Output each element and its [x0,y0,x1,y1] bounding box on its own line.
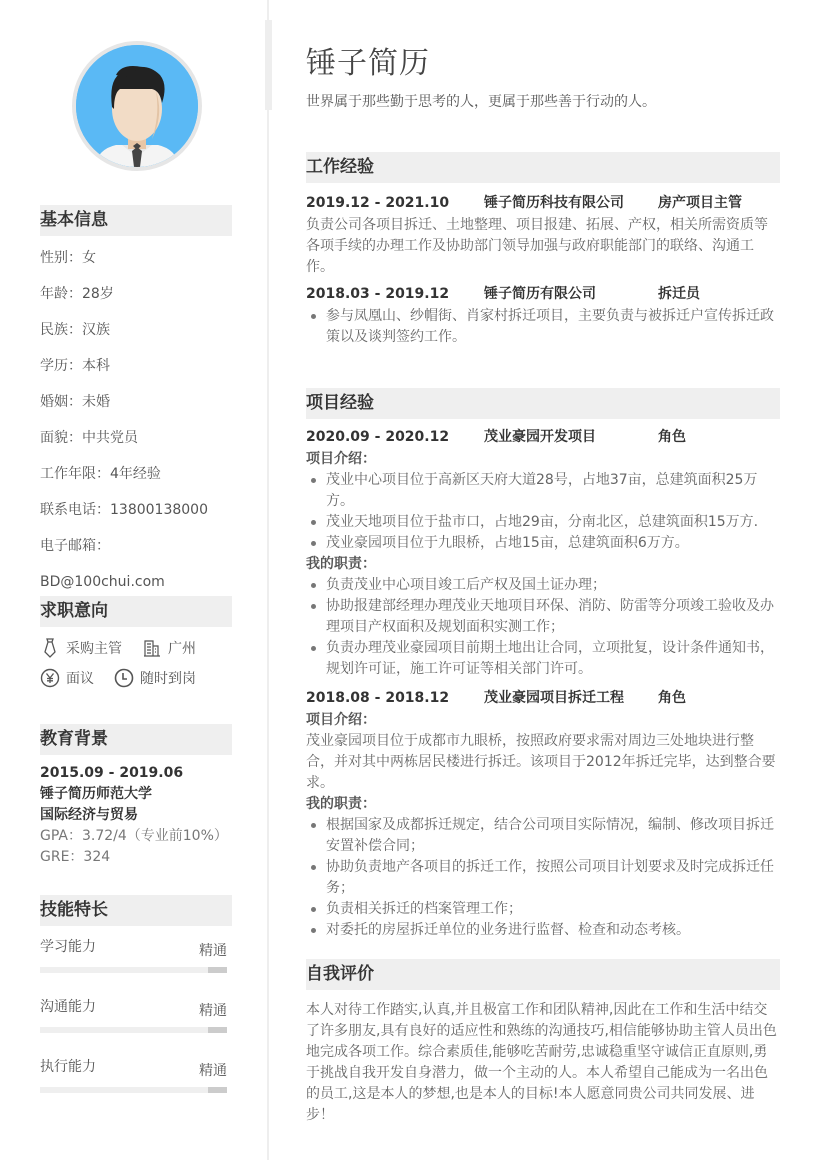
yen-icon [40,668,60,688]
intent-city [142,638,196,658]
skill-item [40,1056,232,1116]
section-title-work: 工作经验 [306,152,780,183]
avatar [72,41,202,171]
projects-section [306,388,780,941]
project-duty-bullet: 协助报建部经理办理茂业天地项目环保、消防、防雷等分项竣工验收及办理项目产权面积及规划面积实测工作； [306,596,780,638]
project-period: 2020.09 - 2020.12 [306,429,450,445]
person-avatar-icon [76,45,198,167]
project-role: 角色 [658,429,686,445]
work-role: 拆迁员 [658,286,700,302]
edu-gpa: GPA：3.72/4（专业前10%） [40,828,228,844]
project-intro-label: 项目介绍： [306,712,376,728]
education-section [40,724,232,868]
work-period: 2019.12 - 2021.10 [306,195,450,211]
project-duty-label: 我的职责： [306,796,376,812]
edu-major: 国际经济与贸易 [40,807,138,823]
skill-item [40,936,232,996]
project-duty-label: 我的职责： [306,556,376,572]
skills-section [40,895,232,1116]
info-phone[interactable]: 联系电话：13800138000 [40,502,208,518]
self-eval-text: 本人对待工作踏实,认真,并且极富工作和团队精神,因此在工作和生活中结交了许多朋友,具有良好的适应性和熟练的沟通技巧,相信能够协助主管人员出色地完成各项工作。综合素质佳,能够吃苦耐劳,忠诚稳重坚守诚信正直原则,勇于挑战自我开发自身潜力，做一个主动的人。本人希望自己能成为一名出色的员工,这是本人的梦想,也是本人的目标!本人愿意同贵公司共同发展、进步！ [306,1002,777,1123]
work-entry [306,191,780,278]
project-duty-bullet: 对委托的房屋拆迁单位的业务进行监督、检查和动态考核。 [306,920,780,941]
basic-info-section [40,205,232,590]
project-intro-label: 项目介绍： [306,451,376,467]
column-divider [267,0,269,1160]
skill-bar [40,967,227,973]
work-period: 2018.03 - 2019.12 [306,286,450,302]
edu-period: 2015.09 - 2019.06 [40,765,184,781]
skill-name: 学习能力 [40,939,96,955]
self-eval-section [306,959,780,1126]
skill-level: 精通 [199,1003,227,1019]
skill-level: 精通 [199,943,227,959]
tie-icon [40,638,60,658]
intent-salary [40,668,94,688]
project-intro-bullet: 茂业中心项目位于高新区天府大道28号，占地37亩，总建筑面积25万方。 [306,470,780,512]
project-period: 2018.08 - 2018.12 [306,690,450,706]
motto: 世界属于那些勤于思考的人，更属于那些善于行动的人。 [306,94,656,110]
project-duty-bullet: 负责办理茂业豪园项目前期土地出让合同，立项批复，设计条件通知书，规划许可证，施工许可证等相关部门许可。 [306,638,780,680]
project-name: 茂业豪园开发项目 [484,429,596,445]
skill-name: 执行能力 [40,1059,96,1075]
project-duty-bullet: 根据国家及成都拆迁规定，结合公司项目实际情况，编制、修改项目拆迁安置补偿合同； [306,815,780,857]
work-role: 房产项目主管 [658,195,742,211]
job-intent-section [40,596,232,693]
skill-bar-fill [208,1087,227,1093]
resume-title: 锤子简历 [306,46,430,81]
skill-bar [40,1087,227,1093]
work-desc: 负责公司各项目拆迁、土地整理、项目报建、拓展、产权，相关所需资质等各项手续的办理工作及协助部门领导加强与政府职能部门的联络、沟通工作。 [306,217,768,275]
project-role: 角色 [658,690,686,706]
edu-gre: GRE：324 [40,849,111,865]
work-company: 锤子简历科技有限公司 [484,195,624,211]
section-title-self-eval: 自我评价 [306,959,780,990]
edu-school: 锤子简历师范大学 [40,786,152,802]
section-title-job-intent: 求职意向 [40,596,232,627]
project-intro-text: 茂业豪园项目位于成都市九眼桥，按照政府要求需对周边三处地块进行整合，并对其中两栋居民楼进行拆迁。该项目于2012年拆迁完毕，达到整合要求。 [306,733,776,791]
skill-name: 沟通能力 [40,999,96,1015]
skill-bar-fill [208,967,227,973]
intent-position [40,638,122,658]
work-entry [306,282,780,348]
project-intro-bullet: 茂业天地项目位于盐市口，占地29亩，分南北区，总建筑面积15万方. [306,512,780,533]
work-bullet: 参与凤凰山、纱帽街、肖家村拆迁项目，主要负责与被拆迁户宣传拆迁政策以及谈判签约工作。 [306,306,780,348]
section-title-education: 教育背景 [40,724,232,755]
avatar-illustration [76,45,198,167]
section-title-basic-info: 基本信息 [40,205,232,236]
project-duty-bullet: 协助负责地产各项目的拆迁工作，按照公司项目计划要求及时完成拆迁任务； [306,857,780,899]
info-political: 面貌：中共党员 [40,430,138,446]
intent-salary-label: 面议 [66,671,94,687]
project-entry [306,686,780,941]
divider-accent-block [265,20,272,110]
intent-position-label: 采购主管 [66,641,122,657]
info-work-years: 工作年限：4年经验 [40,466,161,482]
work-company: 锤子简历有限公司 [484,286,596,302]
info-education: 学历：本科 [40,358,110,374]
project-duty-bullet: 负责相关拆迁的档案管理工作； [306,899,780,920]
clock-icon [114,668,134,688]
info-email[interactable]: 电子邮箱：BD@100chui.com [40,538,165,590]
section-title-skills: 技能特长 [40,895,232,926]
info-ethnicity: 民族：汉族 [40,322,110,338]
project-entry [306,425,780,680]
skill-item [40,996,232,1056]
skill-bar [40,1027,227,1033]
project-duty-bullet: 负责茂业中心项目竣工后产权及国土证办理； [306,575,780,596]
intent-availability-label: 随时到岗 [140,671,196,687]
work-section [306,152,780,348]
intent-availability [114,668,196,688]
info-marital: 婚姻：未婚 [40,394,110,410]
skill-bar-fill [208,1027,227,1033]
project-name: 茂业豪园项目拆迁工程 [484,690,624,706]
skill-level: 精通 [199,1063,227,1079]
intent-city-label: 广州 [168,641,196,657]
info-gender: 性别：女 [40,250,96,266]
section-title-projects: 项目经验 [306,388,780,419]
building-icon [142,638,162,658]
info-age: 年龄：28岁 [40,286,114,302]
project-intro-bullet: 茂业豪园项目位于九眼桥，占地15亩，总建筑面积6万方。 [306,533,780,554]
